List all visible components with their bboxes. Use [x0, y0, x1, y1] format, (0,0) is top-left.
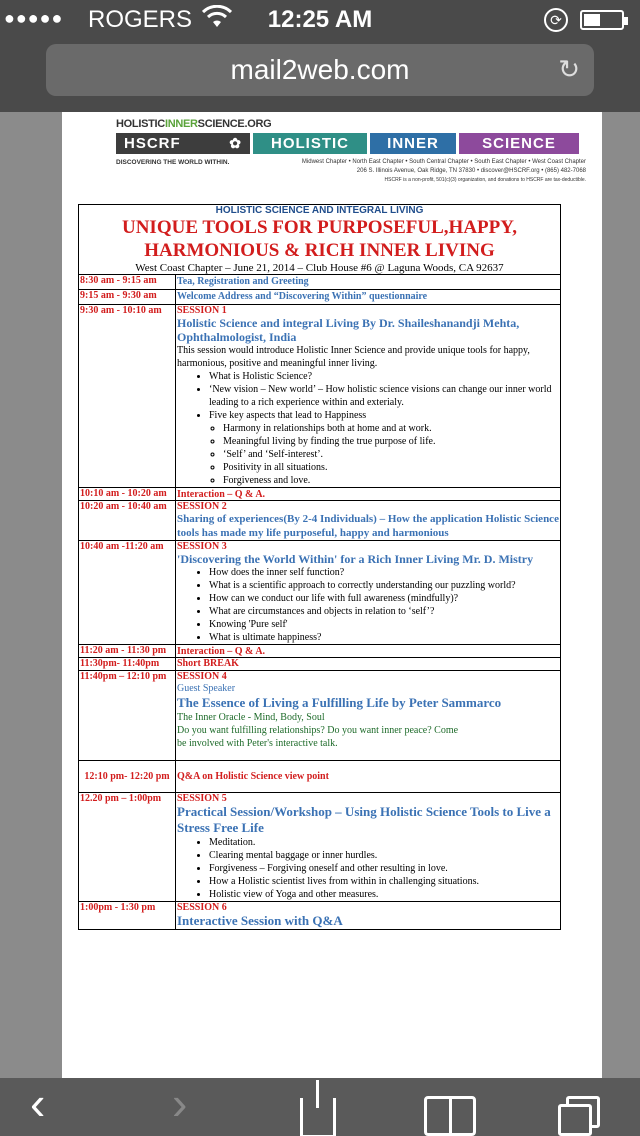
- table-row: [79, 488, 561, 501]
- status-bar: [0, 0, 640, 40]
- document-page: [62, 112, 602, 1078]
- time-cell: 11:40pm – 12:10 pm: [79, 671, 176, 761]
- table-row: [79, 541, 561, 645]
- title-line-1: UNIQUE TOOLS FOR PURPOSEFUL,HAPPY,: [121, 217, 517, 238]
- letterhead-logo-bar: [116, 133, 586, 154]
- carrier-name: ROGERS: [88, 6, 193, 33]
- list-item: • What is ultimate happiness?: [209, 631, 559, 644]
- session-label: SESSION 4: [177, 671, 227, 682]
- header-row: [79, 205, 561, 275]
- title-line-2: HARMONIOUS & RICH INNER LIVING: [144, 240, 495, 261]
- hscrf-logo: HSCRF ✿: [116, 133, 250, 154]
- time-cell: 10:40 am -11:20 am: [79, 541, 176, 645]
- list-item: • Knowing 'Pure self': [209, 618, 559, 631]
- session-subtitle: The Inner Oracle - Mind, Body, Soul: [177, 712, 325, 723]
- session-title: Interactive Session with Q&A: [177, 913, 343, 928]
- share-icon[interactable]: [300, 1098, 336, 1136]
- bullet-list: [209, 370, 559, 422]
- address-bar[interactable]: [46, 44, 594, 96]
- list-item: • Meditation.: [209, 836, 559, 849]
- table-row: [79, 305, 561, 488]
- table-row: [79, 658, 561, 671]
- time-cell: 9:15 am - 9:30 am: [79, 290, 176, 305]
- address: 206 S. Illinois Avenue, Oak Ridge, TN 37830 • discover@HSCRF.org • (865) 482-7068: [356, 168, 586, 174]
- time-cell: 8:30 am - 9:15 am: [79, 275, 176, 290]
- header-top: HOLISTIC SCIENCE AND INTEGRAL LIVING: [215, 205, 424, 216]
- table-row: [79, 645, 561, 658]
- agenda-text: Tea, Registration and Greeting: [177, 276, 309, 287]
- chapters: Midwest Chapter • North East Chapter • South Central Chapter • South East Chapter • West Coast Chapter: [301, 159, 586, 165]
- session-label: SESSION 2: [177, 501, 227, 512]
- time-cell: 10:20 am - 10:40 am: [79, 501, 176, 541]
- browser-address-area: [0, 40, 640, 112]
- reload-icon[interactable]: ↻: [558, 54, 580, 84]
- list-item: • Clearing mental baggage or inner hurdles.: [209, 849, 559, 862]
- session-label: SESSION 5: [177, 793, 227, 804]
- logo-science: SCIENCE: [459, 133, 579, 154]
- bullet-list: [209, 836, 559, 901]
- list-item: ◦ Harmony in relationships both at home and at work.: [223, 422, 559, 435]
- table-row: [79, 275, 561, 290]
- list-item: ◦ Meaningful living by finding the true purpose of life.: [223, 435, 559, 448]
- agenda-text: Welcome Address and “Discovering Within” questionnaire: [177, 291, 428, 302]
- session-title: 'Discovering the World Within' for a Rich Inner Living Mr. D. Mistry: [177, 552, 534, 566]
- list-item: • Forgiveness – Forgiving oneself and other resulting in love.: [209, 862, 559, 875]
- event-location: West Coast Chapter – June 21, 2014 – Club House #6 @ Laguna Woods, CA 92637: [135, 262, 504, 274]
- time-cell: 10:10 am - 10:20 am: [79, 488, 176, 501]
- list-item: • ‘New vision – New world’ – How holistic science visions can change our inner world leading to a rich experience within and exterialy.: [209, 383, 559, 409]
- time-cell: 9:30 am - 10:10 am: [79, 305, 176, 488]
- session-desc: be involved with Peter's interactive talk.: [177, 738, 338, 749]
- time-cell: 11:20 am - 11:30 pm: [79, 645, 176, 658]
- time-cell: 12:10 pm- 12:20 pm: [79, 761, 176, 793]
- signal-strength: ●●●●●: [4, 8, 64, 28]
- tagline: DISCOVERING THE WORLD WITHIN.: [116, 159, 230, 166]
- list-item: ◦ Forgiveness and love.: [223, 474, 559, 487]
- rotation-lock-icon: ⟳: [544, 8, 568, 32]
- time-cell: 12.20 pm – 1:00pm: [79, 793, 176, 902]
- list-item: • How can we conduct our life with full awareness (mindfully)?: [209, 592, 559, 605]
- bullet-list: [209, 566, 559, 644]
- time-cell: 11:30pm- 11:40pm: [79, 658, 176, 671]
- table-row: [79, 902, 561, 930]
- sub-bullet-list: [223, 422, 559, 487]
- table-row: [79, 761, 561, 793]
- back-button[interactable]: ‹: [30, 1077, 46, 1129]
- list-item: • What is Holistic Science?: [209, 370, 559, 383]
- table-row: [79, 501, 561, 541]
- header-cell: [79, 205, 561, 275]
- list-item: • How does the inner self function?: [209, 566, 559, 579]
- session-title: The Essence of Living a Fulfilling Life by Peter Sammarco: [177, 695, 502, 710]
- nonprofit-note: HSCRF is a non-profit, 501(c)(3) organization, and donations to HSCRF are tax-deductible.: [384, 177, 586, 183]
- session-desc: Do you want fulfilling relationships? Do you want inner peace? Come: [177, 725, 459, 736]
- list-item: • What are circumstances and objects in relation to ‘self’?: [209, 605, 559, 618]
- guest-speaker-label: Guest Speaker: [177, 683, 236, 694]
- agenda-text: Interaction – Q & A.: [177, 645, 266, 657]
- letterhead-site: HOLISTICINNERSCIENCE.ORG: [116, 118, 272, 130]
- url-text: mail2web.com: [230, 54, 410, 85]
- tabs-icon[interactable]: [558, 1096, 602, 1136]
- schedule-table: [78, 204, 561, 930]
- clock: 12:25 AM: [267, 6, 373, 33]
- session-label: SESSION 6: [177, 902, 227, 913]
- logo-inner: INNER: [370, 133, 456, 154]
- logo-holistic: HOLISTIC: [253, 133, 367, 154]
- agenda-text: Q&A on Holistic Science view point: [177, 771, 329, 782]
- list-item: ◦ ‘Self’ and ‘Self-interest’.: [223, 448, 559, 461]
- browser-toolbar: [0, 1078, 640, 1136]
- list-item: ◦ Positivity in all situations.: [223, 461, 559, 474]
- session-desc: This session would introduce Holistic Inner Science and provide unique tools for happy, harmonious, positive and meaningful inner living.: [177, 345, 530, 369]
- agenda-text: Interaction – Q & A.: [177, 488, 266, 500]
- lotus-icon: ✿: [229, 135, 242, 151]
- session-title: Sharing of experiences(By 2-4 Individuals) – How the application Holistic Science tools has made my life purposeful, happy and harmonious: [177, 513, 559, 539]
- forward-button[interactable]: ›: [172, 1077, 188, 1129]
- list-item: • Holistic view of Yoga and other measures.: [209, 888, 559, 901]
- session-label: SESSION 3: [177, 541, 227, 552]
- time-cell: 1:00pm - 1:30 pm: [79, 902, 176, 930]
- letterhead: [116, 118, 586, 185]
- table-row: [79, 671, 561, 761]
- list-item: • How a Holistic scientist lives from within in challenging situations.: [209, 875, 559, 888]
- bookmarks-icon[interactable]: [424, 1096, 476, 1136]
- list-item: • Five key aspects that lead to Happiness: [209, 409, 559, 422]
- list-item: • What is a scientific approach to correctly understanding our puzzling world?: [209, 579, 559, 592]
- session-label: SESSION 1: [177, 305, 227, 316]
- letterhead-info: [116, 159, 586, 185]
- table-row: [79, 290, 561, 305]
- table-row: [79, 793, 561, 902]
- agenda-text: Short BREAK: [177, 658, 239, 669]
- session-title: Practical Session/Workshop – Using Holistic Science Tools to Live a Stress Free Life: [177, 804, 551, 835]
- session-title: Holistic Science and integral Living By Dr. Shaileshanandji Mehta, Ophthalmologist, India: [177, 316, 520, 344]
- battery-icon: [580, 10, 624, 30]
